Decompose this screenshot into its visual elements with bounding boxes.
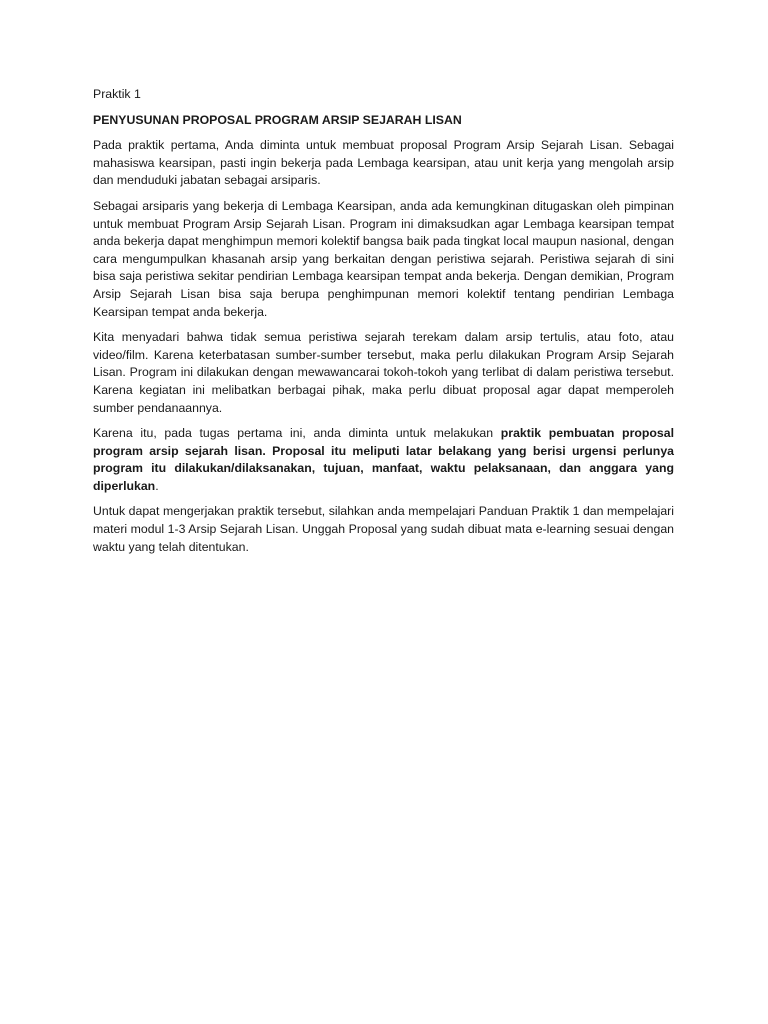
paragraph-4-end: . <box>155 478 159 493</box>
paragraph-4 <box>93 425 674 495</box>
document-title: PENYUSUNAN PROPOSAL PROGRAM ARSIP SEJARAH LISAN <box>93 112 462 127</box>
paragraph-5: Untuk dapat mengerjakan praktik tersebut, silahkan anda mempelajari Panduan Praktik 1 dan mempelajari materi modul 1-3 Arsip Sejarah Lisan. Unggah Proposal yang sudah dibuat mata e-learning sesuai dengan waktu yang telah ditentukan. <box>93 504 674 554</box>
paragraph-3: Kita menyadari bahwa tidak semua peristiwa sejarah terekam dalam arsip tertulis, atau foto, atau video/film. Karena keterbatasan sumber-sumber tersebut, maka perlu dilakukan Program Arsip Sejarah Lisan. Program ini dilakukan dengan mewawancarai tokoh-tokoh yang terlibat di dalam peristiwa tersebut. Karena kegiatan ini melibatkan berbagai pihak, maka perlu dibuat proposal agar dapat memperoleh sumber pendanaannya. <box>93 330 674 415</box>
document-page <box>93 86 674 564</box>
paragraph-4-emphasis: praktik pembuatan proposal program arsip sejarah lisan. Proposal itu meliputi latar belakang yang berisi urgensi perlunya program itu dilakukan/dilaksanakan, tujuan, manfaat, waktu pelaksanaan, dan anggara yang diperlukan <box>93 426 674 493</box>
paragraph-2: Sebagai arsiparis yang bekerja di Lembaga Kearsipan, anda ada kemungkinan ditugaskan oleh pimpinan untuk membuat Program Arsip Sejarah Lisan. Program ini dimaksudkan agar Lembaga kearsipan tempat anda bekerja dapat menghimpun memori kolektif bangsa baik pada tingkat local maupun nasional, dengan cara mengumpulkan khasanah arsip yang berkaitan dengan peristiwa sejarah. Peristiwa sejarah di sini bisa saja peristiwa sekitar pendirian Lembaga kearsipan tempat anda bekerja. Dengan demikian, Program Arsip Sejarah Lisan bisa saja berupa penghimpunan memori kolektif tentang pendirian Lembaga Kearsipan tempat anda bekerja. <box>93 198 674 319</box>
paragraph-1: Pada praktik pertama, Anda diminta untuk membuat proposal Program Arsip Sejarah Lisan. Sebagai mahasiswa kearsipan, pasti ingin bekerja pada Lembaga kearsipan, atau unit kerja yang mengolah arsip dan menduduki jabatan sebagai arsiparis. <box>93 138 674 188</box>
paragraph-4-intro: Karena itu, pada tugas pertama ini, anda diminta untuk melakukan <box>93 426 501 441</box>
document-label: Praktik 1 <box>93 87 141 101</box>
